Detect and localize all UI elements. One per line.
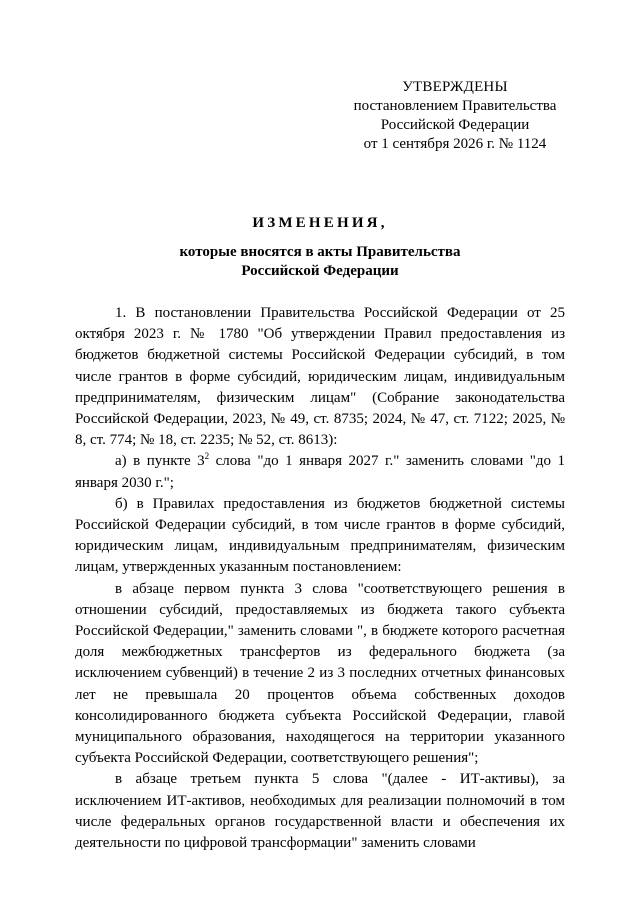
paragraph-b: б) в Правилах предоставления из бюджетов бюджетной системы Российской Федерации субсидий, в том числе грантов в форме субсидий, юридическим лицам, индивидуальным предпринимателям, физическим лицам, утвержденных указанным постановлением:	[75, 495, 565, 576]
heading-subtitle-line1: которые вносятся в акты Правительства	[179, 244, 461, 260]
paragraph-a-superscript: 2	[204, 451, 210, 462]
approval-block	[340, 78, 570, 154]
document-body	[75, 303, 565, 854]
approval-line-resolution: постановлением Правительства	[353, 98, 557, 114]
approval-line-government: Российской Федерации	[380, 117, 530, 133]
paragraph-a-start: а) в пункте 3	[115, 453, 205, 470]
paragraph-clause-5: в абзаце третьем пункта 5 слова "(далее - ИТ-активы), за исключением ИТ-активов, необходимых для реализации полномочий в том числе федеральных органов государственной власти и обеспечения их деятельности по цифровой трансформации" заменить словами	[75, 771, 565, 852]
paragraph-a	[75, 451, 565, 493]
paragraph-a-end: слова "до 1 января 2027 г." заменить словами "до 1 января 2030 г.";	[75, 453, 565, 491]
approval-line-date-number: от 1 сентября 2026 г. № 1124	[363, 136, 547, 152]
approval-title: УТВЕРЖДЕНЫ	[402, 79, 508, 95]
heading-title: ИЗМЕНЕНИЯ,	[252, 215, 388, 231]
heading-subtitle-line2: Российской Федерации	[241, 263, 399, 279]
paragraph-clause-3: в абзаце первом пункта 3 слова "соответствующего решения в отношении субсидий, предоставляемых из бюджета такого субъекта Российской Федерации," заменить словами ", в бюджете которого расчетная доля межбюджетных трансфертов из федерального бюджета (за исключением субвенций) в течение 2 из 3 последних отчетных финансовых лет не превышала 20 процентов объема собственных доходов консолидированного бюджета субъекта Российской Федерации, главой муниципального образования, находящегося на территории указанного субъекта Российской Федерации, соответствующего решения";	[75, 580, 565, 767]
document-heading	[75, 214, 565, 281]
paragraph-1: 1. В постановлении Правительства Российской Федерации от 25 октября 2023 г. № 1780 "Об утверждении Правил предоставления из бюджетов бюджетной системы Российской Федерации субсидий, в том числе грантов в форме субсидий, юридическим лицам, индивидуальным предпринимателям, физическим лицам" (Собрание законодательства Российской Федерации, 2023, № 49, ст. 8735; 2024, № 47, ст. 7122; 2025, № 8, ст. 774; № 18, ст. 2235; № 52, ст. 8613):	[75, 305, 565, 449]
